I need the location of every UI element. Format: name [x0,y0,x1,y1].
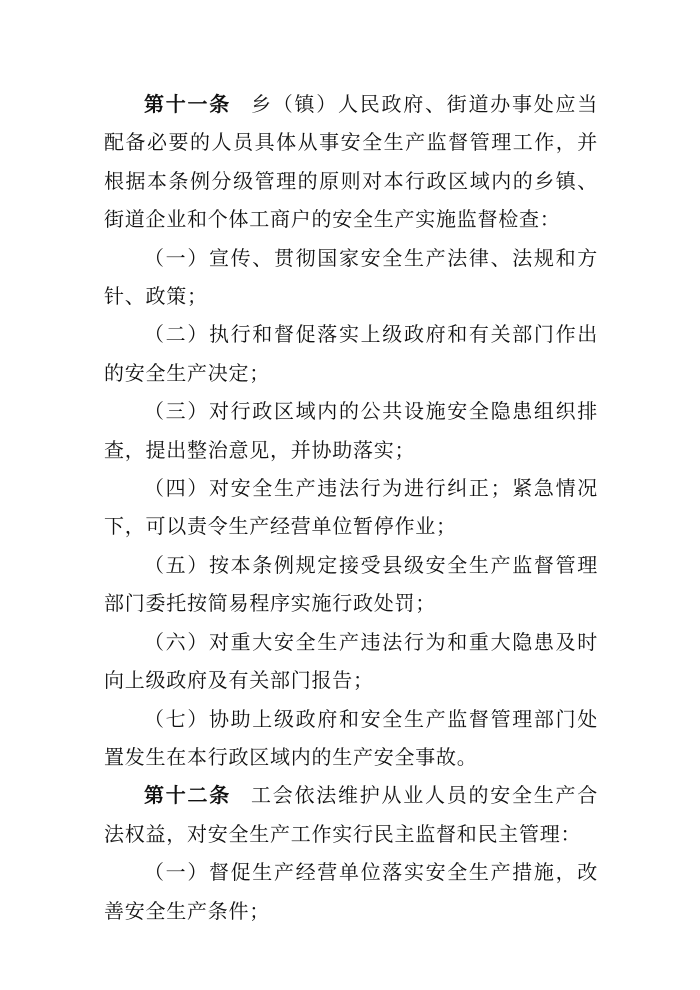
article-11-intro-text: 乡（镇）人民政府、街道办事处应当配备必要的人员具体从事安全生产监督管理工作，并根据本条例分级管理的原则对本行政区域内的乡镇、街道企业和个体工商户的安全生产实施监督检查： [104,92,598,232]
article-12-intro-text: 工会依法维护从业人员的安全生产合法权益，对安全生产工作实行民主监督和民主管理： [104,783,598,846]
article-11-item-2: （二）执行和督促落实上级政府和有关部门作出的安全生产决定； [104,322,598,385]
article-11-item-3: （三）对行政区域内的公共设施安全隐患组织排查，提出整治意见，并协助落实； [104,399,598,462]
article-11-item-1: （一）宣传、贯彻国家安全生产法律、法规和方针、政策； [104,245,598,309]
document-page [104,85,598,930]
article-11-item-4: （四）对安全生产违法行为进行纠正；紧急情况下，可以责令生产经营单位暂停作业； [104,476,598,539]
article-11-number: 第十一条 [144,92,231,116]
article-12-number: 第十二条 [144,783,231,808]
article-11-item-5: （五）按本条例规定接受县级安全生产监督管理部门委托按简易程序实施行政处罚； [104,552,598,616]
article-11-item-7: （七）协助上级政府和安全生产监督管理部门处置发生在本行政区域内的生产安全事故。 [104,706,598,769]
article-12-intro [104,776,598,853]
article-11-item-6: （六）对重大安全生产违法行为和重大隐患及时向上级政府及有关部门报告； [104,629,598,693]
article-11-intro [104,85,598,239]
article-12-item-1: （一）督促生产经营单位落实安全生产措施，改善安全生产条件； [104,860,598,923]
